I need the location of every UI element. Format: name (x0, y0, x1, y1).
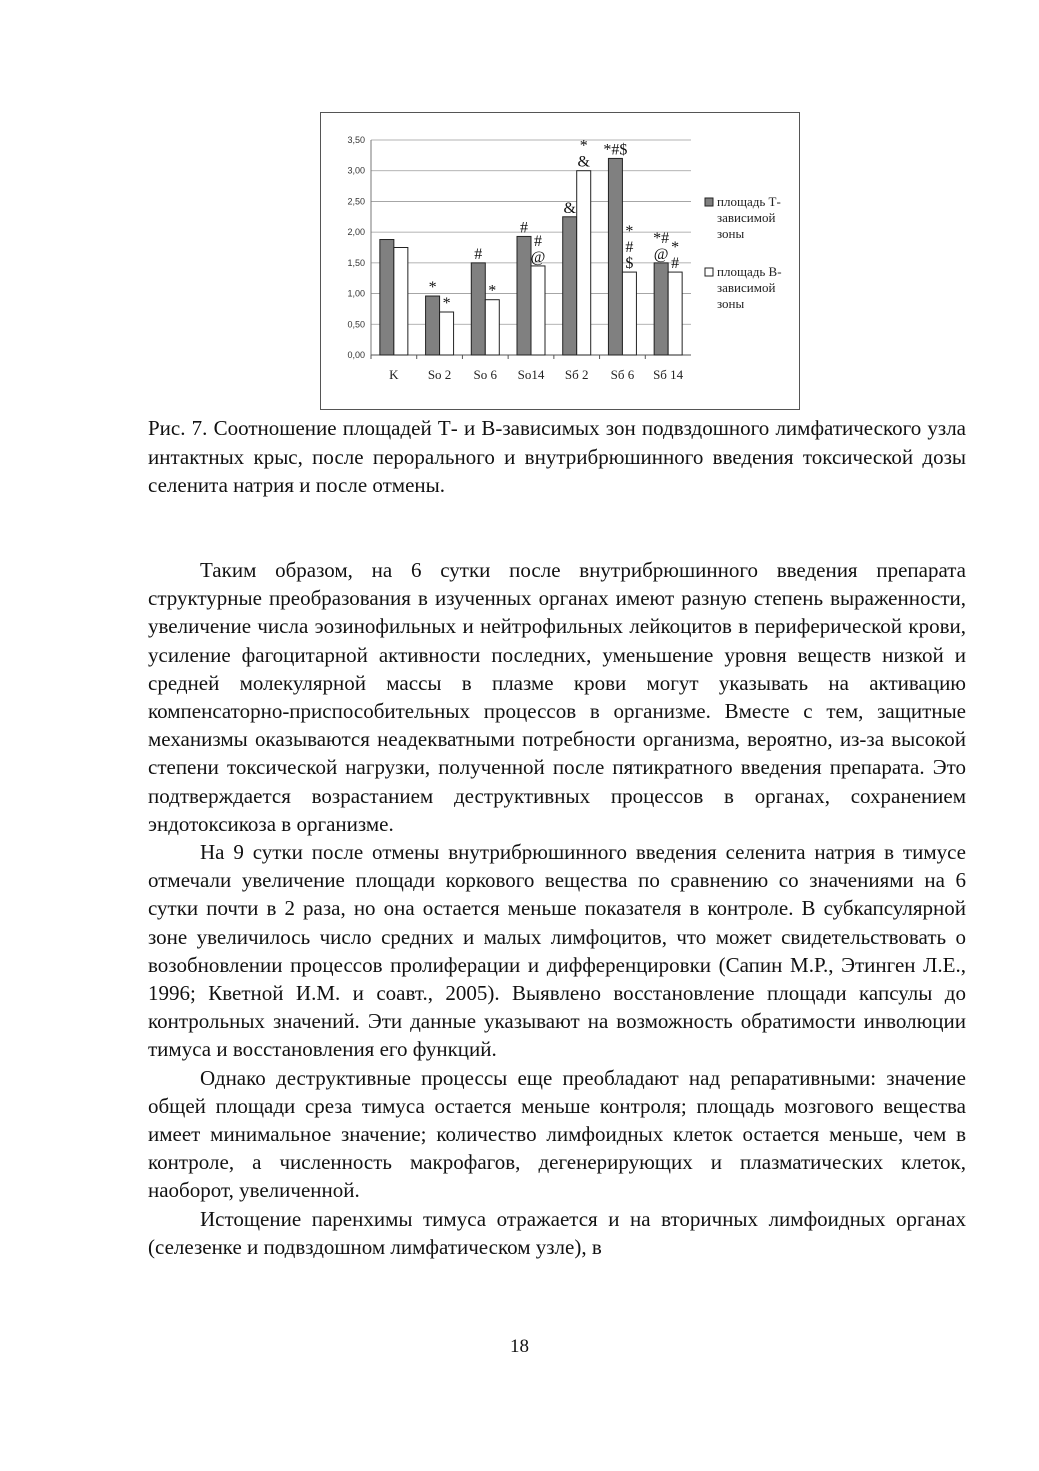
significance-mark: * (428, 279, 437, 297)
bar (517, 236, 531, 355)
significance-mark: $ (625, 255, 634, 273)
y-tick-label: 3,50 (347, 135, 365, 145)
y-tick-label: 1,50 (347, 257, 365, 268)
significance-mark: # (534, 232, 542, 250)
y-tick-label: 0,00 (347, 350, 365, 360)
bar (394, 248, 408, 356)
bar (622, 272, 636, 355)
significance-mark: # (520, 219, 528, 237)
page-number: 18 (510, 1336, 529, 1357)
y-tick-label: 1,00 (347, 288, 365, 299)
paragraph: На 9 сутки после отмены внутрибрюшинного введения селенита натрия в тимусе отмечали увеличение площади коркового вещества по сравнению со значениями на 6 сутки почти в 2 раза, но она остается меньше показателя в контроле. В субкапсулярной зоне увеличилось число средних и малых лимфоцитов, что может свидетельствовать о возобновлении процессов пролиферации и дифференцировки (Сапин М.Р., Этинген Л.Е., 1996; Кветной И.М. и соавт., 2005). Выявлено восстановление площади капсулы до контрольных значений. Эти данные указывают на возможность обратимости инволюции тимуса и восстановления его функций. (148, 840, 966, 1062)
paragraph: Истощение паренхимы тимуса отражается и на вторичных лимфоидных органах (селезенке и подвздошном лимфатическом узле), в (148, 1206, 966, 1259)
bar (608, 158, 622, 355)
y-tick-label: 2,50 (347, 196, 365, 207)
x-tick-label: Sб 14 (653, 367, 684, 382)
x-tick-label: Sб 2 (564, 367, 589, 382)
significance-mark: * (671, 239, 680, 257)
bar (426, 296, 440, 355)
legend-label: зоны (717, 226, 745, 241)
legend-swatch (705, 268, 713, 276)
legend-label: площадь Т- (717, 194, 781, 209)
significance-mark: * (488, 282, 497, 300)
bar (471, 263, 485, 355)
significance-mark: * (625, 223, 634, 241)
significance-mark: & (577, 153, 590, 171)
figure-caption: Рис. 7. Соотношение площадей Т- и В-зависимых зон подвздошного лимфатического узла интактных крыс, после перорального и внутрибрюшинного введения токсической дозы селенита натрия и после отмены. (148, 416, 966, 497)
bar (531, 266, 545, 355)
significance-mark: # (625, 239, 634, 257)
bar (654, 263, 668, 355)
bar (563, 217, 577, 355)
x-tick-label: K (389, 367, 399, 382)
significance-mark: @ (530, 248, 546, 266)
legend-label: зависимой (717, 210, 776, 225)
significance-mark: *#$ (603, 141, 628, 159)
bar (577, 171, 591, 355)
x-tick-label: So 2 (427, 367, 452, 382)
legend-label: зоны (717, 296, 745, 311)
bar-chart (321, 113, 799, 409)
y-tick-label: 0,50 (347, 319, 365, 330)
significance-mark: *# (653, 229, 670, 247)
significance-mark: # (474, 245, 483, 263)
legend-label: площадь В- (717, 264, 782, 279)
chart-frame (320, 112, 800, 410)
significance-mark: * (579, 137, 588, 155)
paragraph: Однако деструктивные процессы еще преобладают над репаративными: значение общей площади среза тимуса остается меньше контроля; площадь мозгового вещества имеет минимальное значение; количество лимфоидных клеток остается меньше, чем в контроле, а численность макрофагов, дегенерирующих и плазматических клеток, наоборот, увеличенной. (148, 1065, 966, 1203)
bar (668, 272, 682, 355)
y-tick-label: 3,00 (347, 165, 365, 176)
significance-mark: @ (653, 245, 669, 263)
bar (380, 240, 394, 355)
x-tick-label: So14 (517, 367, 545, 382)
bar (440, 312, 454, 355)
significance-mark: & (563, 199, 576, 217)
y-tick-label: 2,00 (347, 227, 365, 238)
x-tick-label: So 6 (473, 367, 498, 382)
paragraph: Таким образом, на 6 сутки после внутрибрюшинного введения препарата структурные преобразования в изученных органах имеют разную степень выраженности, увеличение числа эозинофильных и нейтрофильных лейкоцитов в периферической крови, усиление фагоцитарной активности последних, уменьшение уровня веществ низкой и средней молекулярной массы в плазме крови могут указывать на активацию компенсаторно-приспособительных процессов в организме. Вместе с тем, защитные механизмы оказываются неадекватными потребности организма, вероятно, из-за высокой степени токсической нагрузки, полученной после пятикратного введения препарата. Это подтверждается возрастанием деструктивных процессов в органах, сохранением эндотоксикоза в организме. (148, 558, 966, 836)
significance-mark: # (671, 255, 680, 273)
body-text (148, 556, 966, 1261)
x-tick-label: Sб 6 (610, 367, 635, 382)
legend-label: зависимой (717, 280, 776, 295)
bar (485, 300, 499, 355)
significance-mark: * (442, 295, 451, 312)
legend-swatch (705, 198, 713, 206)
